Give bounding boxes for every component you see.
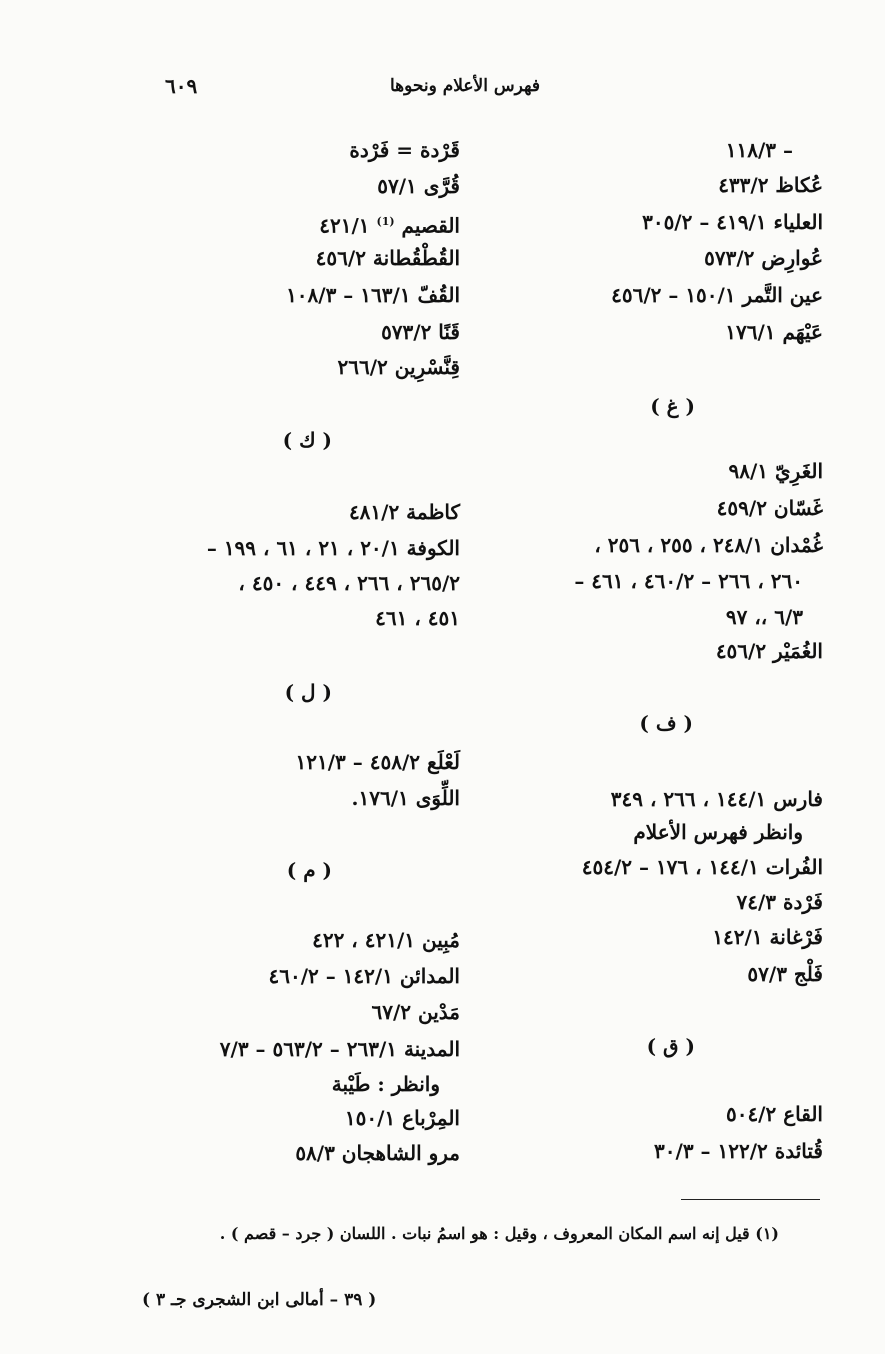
index-entry: كاظمة ٤٨١/٢ <box>348 500 460 524</box>
index-entry: غُمْدان ٢٤٨/١ ، ٢٥٥ ، ٢٥٦ ، <box>594 533 823 557</box>
page-number: ٦٠٩ <box>165 74 198 98</box>
footnote-separator <box>681 1199 820 1200</box>
index-entry: المِرْباع ١٥٠/١ <box>344 1106 460 1130</box>
index-entry: لَعْلَع ٤٥٨/٢ – ١٢١/٣ <box>295 750 460 774</box>
index-entry: الغُمَيْر ٤٥٦/٢ <box>715 639 823 663</box>
index-entry: عَيْهَم ١٧٦/١ <box>725 320 823 344</box>
index-entry: عُكاظ ٤٣٣/٢ <box>718 173 823 197</box>
index-entry: قُتائدة ١٢٢/٢ – ٣٠/٣ <box>654 1139 823 1163</box>
index-entry: الغَرِيّ ٩٨/١ <box>728 459 823 483</box>
index-entry: مرو الشاهجان ٥٨/٣ <box>295 1141 460 1165</box>
page-reference: ٤٢١/١ <box>319 213 370 238</box>
index-entry-continued: وانظر فهرس الأعلام <box>633 820 803 844</box>
index-entry: القُطْقُطانة ٤٥٦/٢ <box>315 246 460 270</box>
index-entry: العلياء ٤١٩/١ – ٣٠٥/٢ <box>642 210 823 234</box>
index-entry: فارس ١٤٤/١ ، ٢٦٦ ، ٣٤٩ <box>610 787 823 811</box>
section-heading-kaf: ( ك ) <box>282 428 332 452</box>
index-entry: الكوفة ٢٠/١ ، ٢١ ، ٦١ ، ١٩٩ – <box>206 536 460 560</box>
index-entry: عُوارِض ٥٧٣/٢ <box>704 246 823 270</box>
section-heading-fa: ( ف ) <box>639 711 693 735</box>
index-entry-continued: ٦/٣ ،، ٩٧ <box>725 605 803 629</box>
index-entry: المدينة ٢٦٣/١ – ٥٦٣/٢ – ٧/٣ <box>219 1037 460 1061</box>
index-entry: القُفّ ١٦٣/١ – ١٠٨/٣ <box>286 283 460 307</box>
index-entry <box>319 208 460 240</box>
section-heading-ghain: ( غ ) <box>650 394 695 418</box>
index-entry: فَلْج ٥٧/٣ <box>747 962 823 986</box>
index-entry-continued: وانظر : طَيْبة <box>331 1072 440 1096</box>
footnote: (١) قيل إنه اسم المكان المعروف ، وقيل : هو اسمُ نبات . اللسان ( جرد – قصم ) . <box>219 1224 779 1243</box>
index-entry-continued: ٤٥١ ، ٤٦١ <box>375 606 460 630</box>
index-entry: – ١١٨/٣ <box>725 138 793 162</box>
index-entry: فَرْدة ٧٤/٣ <box>736 890 823 914</box>
index-entry: قِنَّسْرِين ٢٦٦/٢ <box>337 355 460 379</box>
index-entry: غَسّان ٤٥٩/٢ <box>716 496 823 520</box>
footnote-mark: (1) <box>376 215 395 228</box>
section-heading-mim: ( م ) <box>286 858 332 882</box>
index-entry: فَرْغانة ١٤٢/١ <box>712 925 823 949</box>
index-entry-continued: ٢٦٥/٢ ، ٢٦٦ ، ٤٤٩ ، ٤٥٠ ، <box>238 571 460 595</box>
printer-signature: ( ٣٩ – أمالى ابن الشجرى جـ ٣ ) <box>142 1290 377 1310</box>
place-name: القصيم <box>401 213 460 238</box>
index-entry: مَدْين ٦٧/٢ <box>371 1000 460 1024</box>
index-entry: عين التَّمر ١٥٠/١ – ٤٥٦/٢ <box>611 283 823 307</box>
index-entry: القاع ٥٠٤/٢ <box>725 1102 823 1126</box>
section-heading-lam: ( ل ) <box>284 680 332 704</box>
index-entry: قَنًا ٥٧٣/٢ <box>381 320 460 344</box>
index-entry-continued: ٢٦٠ ، ٢٦٦ – ٤٦٠/٢ ، ٤٦١ – <box>574 569 803 593</box>
running-title: فهرس الأعلام ونحوها <box>389 76 540 96</box>
index-entry: قُرَّى ٥٧/١ <box>377 174 460 198</box>
index-entry: المدائن ١٤٢/١ – ٤٦٠/٢ <box>268 964 460 988</box>
index-entry: الفُرات ١٤٤/١ ، ١٧٦ – ٤٥٤/٢ <box>581 855 823 879</box>
index-entry: قَرْدة = فَرْدة <box>349 138 460 162</box>
index-entry: مُبِين ٤٢١/١ ، ٤٢٢ <box>312 928 460 952</box>
section-heading-qaf: ( ق ) <box>646 1034 695 1058</box>
index-entry: اللِّوَى ١٧٦/١. <box>351 786 460 810</box>
